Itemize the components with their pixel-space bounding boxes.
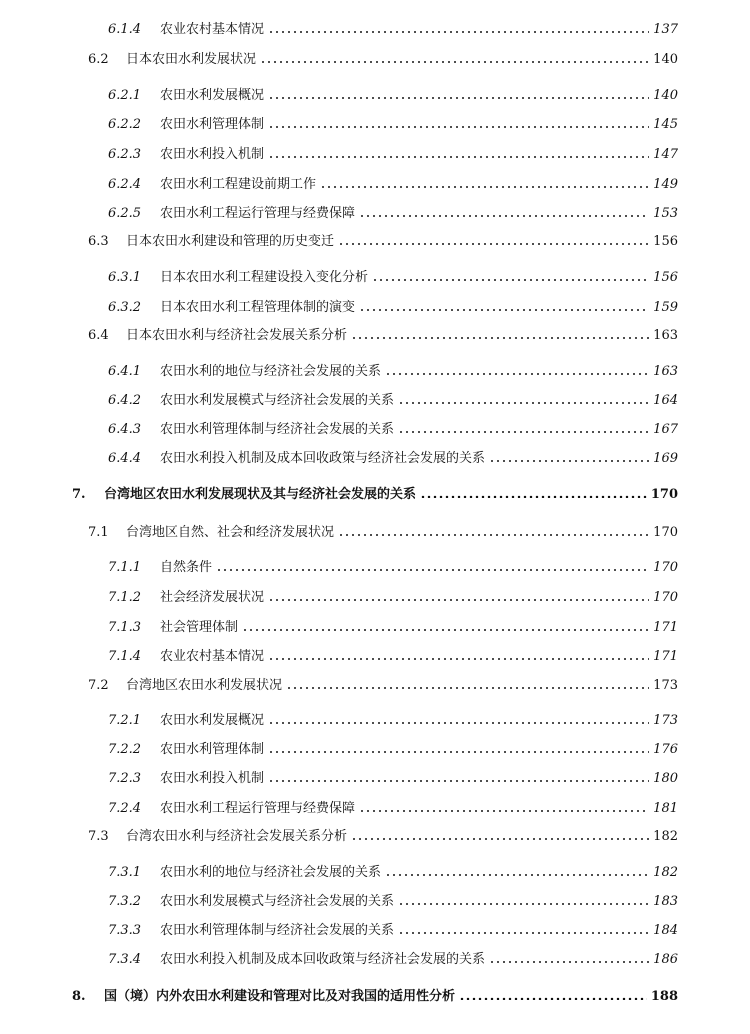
toc-entry-title: 台湾地区农田水利发展现状及其与经济社会发展的关系 — [104, 487, 417, 502]
toc-entry-title: 农田水利工程运行管理与经费保障 — [160, 801, 356, 816]
toc-entry-number: 8. — [72, 989, 86, 1004]
toc-entry-title: 农业农村基本情况 — [160, 22, 265, 37]
toc-entry-number: 7.1 — [88, 525, 109, 540]
dot-leader — [338, 524, 649, 536]
dot-leader — [268, 589, 649, 601]
toc-entry-page-number: 188 — [650, 989, 678, 1004]
toc-entry-number: 6.4.3 — [108, 422, 142, 437]
toc-subsection-entry[interactable] — [108, 709, 678, 728]
toc-subsection-entry[interactable] — [108, 738, 678, 757]
toc-entry-title: 农田水利管理体制与经济社会发展的关系 — [160, 422, 395, 437]
toc-subsection-entry[interactable] — [108, 797, 678, 816]
dot-leader — [459, 988, 647, 1000]
dot-leader — [320, 176, 649, 188]
toc-entry-number: 7.2.4 — [108, 801, 142, 816]
toc-entry-number: 7.3.3 — [108, 923, 142, 938]
toc-entry-title: 日本农田水利发展状况 — [126, 52, 257, 67]
toc-subsection-entry[interactable] — [108, 418, 678, 437]
toc-entry-page-number: 171 — [653, 620, 678, 635]
toc-entry-number: 6.3.1 — [108, 270, 142, 285]
toc-subsection-entry[interactable] — [108, 202, 678, 221]
toc-entry-page-number: 186 — [653, 952, 678, 967]
toc-entry-title: 日本农田水利与经济社会发展关系分析 — [126, 328, 348, 343]
toc-entry-title: 农田水利投入机制及成本回收政策与经济社会发展的关系 — [160, 952, 486, 967]
toc-entry-page-number: 167 — [653, 422, 678, 437]
toc-entry-number: 6.4.2 — [108, 393, 142, 408]
toc-entry-title: 农田水利发展概况 — [160, 713, 265, 728]
toc-entry-number: 7.2.1 — [108, 713, 142, 728]
toc-entry-title: 社会经济发展状况 — [160, 590, 265, 605]
toc-entry-page-number: 170 — [653, 590, 678, 605]
toc-chapter-entry[interactable] — [72, 985, 678, 1004]
toc-subsection-entry[interactable] — [108, 556, 678, 575]
toc-entry-page-number: 156 — [653, 270, 678, 285]
toc-entry-title: 农田水利管理体制与经济社会发展的关系 — [160, 923, 395, 938]
toc-entry-title: 国（境）内外农田水利建设和管理对比及对我国的适用性分析 — [104, 989, 456, 1004]
toc-subsection-entry[interactable] — [108, 919, 678, 938]
toc-entry-number: 6.4.1 — [108, 364, 142, 379]
dot-leader — [398, 392, 649, 404]
dot-leader — [286, 677, 649, 689]
toc-entry-title: 农田水利投入机制及成本回收政策与经济社会发展的关系 — [160, 451, 486, 466]
dot-leader — [359, 800, 649, 812]
toc-entry-number: 7.3.4 — [108, 952, 142, 967]
dot-leader — [268, 116, 649, 128]
toc-entry-title: 日本农田水利工程管理体制的演变 — [160, 300, 356, 315]
toc-entry-title: 日本农田水利建设和管理的历史变迁 — [126, 234, 335, 249]
dot-leader — [268, 741, 649, 753]
toc-entry-page-number: 173 — [653, 713, 678, 728]
toc-entry-page-number: 153 — [653, 206, 678, 221]
dot-leader — [359, 299, 649, 311]
toc-entry-page-number: 170 — [650, 487, 678, 502]
dot-leader — [385, 363, 649, 375]
toc-subsection-entry[interactable] — [108, 861, 678, 880]
toc-subsection-entry[interactable] — [108, 360, 678, 379]
toc-entry-page-number: 180 — [653, 771, 678, 786]
dot-leader — [268, 648, 649, 660]
dot-leader — [268, 712, 649, 724]
toc-entry-number: 6.2.5 — [108, 206, 142, 221]
toc-entry-page-number: 184 — [653, 923, 678, 938]
toc-subsection-entry[interactable] — [108, 767, 678, 786]
toc-entry-number: 7.3 — [88, 829, 109, 844]
toc-entry-page-number: 147 — [653, 147, 678, 162]
toc-entry-number: 7.2 — [88, 678, 109, 693]
dot-leader — [372, 269, 649, 281]
toc-entry-title: 农业农村基本情况 — [160, 649, 265, 664]
toc-entry-number: 7.1.2 — [108, 590, 142, 605]
toc-entry-page-number: 140 — [653, 52, 678, 67]
toc-chapter-entry[interactable] — [72, 483, 678, 502]
toc-subsection-entry[interactable] — [108, 948, 678, 967]
toc-entry-page-number: 140 — [653, 88, 678, 103]
dot-leader — [359, 205, 649, 217]
dot-leader — [420, 486, 647, 498]
toc-entry-number: 7.2.2 — [108, 742, 142, 757]
toc-entry-page-number: 159 — [653, 300, 678, 315]
toc-entry-title: 自然条件 — [160, 560, 213, 575]
toc-entry-title: 台湾地区农田水利发展状况 — [126, 678, 283, 693]
dot-leader — [385, 864, 649, 876]
toc-subsection-entry[interactable] — [108, 616, 678, 635]
toc-subsection-entry[interactable] — [108, 84, 678, 103]
toc-entry-title: 农田水利的地位与经济社会发展的关系 — [160, 364, 382, 379]
toc-entry-number: 6.3 — [88, 234, 109, 249]
toc-entry-page-number: 163 — [653, 364, 678, 379]
toc-entry-page-number: 170 — [653, 525, 678, 540]
toc-entry-page-number: 137 — [653, 22, 678, 37]
dot-leader — [216, 559, 649, 571]
toc-entry-number: 6.2 — [88, 52, 109, 67]
dot-leader — [268, 87, 649, 99]
dot-leader — [338, 233, 649, 245]
toc-subsection-entry[interactable] — [108, 890, 678, 909]
dot-leader — [398, 893, 649, 905]
toc-entry-page-number: 182 — [653, 829, 678, 844]
toc-section-entry[interactable] — [88, 230, 678, 249]
toc-entry-number: 7.1.3 — [108, 620, 142, 635]
toc-entry-number: 6.4.4 — [108, 451, 142, 466]
toc-entry-number: 6.2.3 — [108, 147, 142, 162]
toc-section-entry[interactable] — [88, 48, 678, 67]
toc-section-entry[interactable] — [88, 674, 678, 693]
toc-entry-page-number: 149 — [653, 177, 678, 192]
toc-entry-page-number: 173 — [653, 678, 678, 693]
dot-leader — [351, 828, 649, 840]
toc-subsection-entry[interactable] — [108, 389, 678, 408]
toc-entry-number: 6.2.1 — [108, 88, 142, 103]
toc-entry-number: 7. — [72, 487, 86, 502]
toc-entry-title: 社会管理体制 — [160, 620, 239, 635]
toc-entry-number: 6.4 — [88, 328, 109, 343]
toc-entry-page-number: 169 — [653, 451, 678, 466]
toc-entry-title: 农田水利工程运行管理与经费保障 — [160, 206, 356, 221]
toc-subsection-entry[interactable] — [108, 173, 678, 192]
dot-leader — [398, 922, 649, 934]
toc-entry-number: 6.3.2 — [108, 300, 142, 315]
toc-subsection-entry[interactable] — [108, 18, 678, 37]
toc-entry-number: 7.1.1 — [108, 560, 142, 575]
toc-entry-page-number: 164 — [653, 393, 678, 408]
dot-leader — [268, 21, 649, 33]
toc-entry-page-number: 181 — [653, 801, 678, 816]
toc-subsection-entry[interactable] — [108, 113, 678, 132]
toc-entry-title: 农田水利管理体制 — [160, 742, 265, 757]
toc-subsection-entry[interactable] — [108, 143, 678, 162]
dot-leader — [260, 51, 649, 63]
toc-section-entry[interactable] — [88, 825, 678, 844]
toc-entry-title: 农田水利发展模式与经济社会发展的关系 — [160, 393, 395, 408]
toc-entry-title: 台湾地区自然、社会和经济发展状况 — [126, 525, 335, 540]
toc-entry-number: 7.3.1 — [108, 865, 142, 880]
toc-entry-title: 日本农田水利工程建设投入变化分析 — [160, 270, 369, 285]
toc-entry-page-number: 156 — [653, 234, 678, 249]
toc-entry-title: 农田水利发展概况 — [160, 88, 265, 103]
dot-leader — [489, 450, 649, 462]
toc-subsection-entry[interactable] — [108, 296, 678, 315]
toc-entry-page-number: 170 — [653, 560, 678, 575]
toc-entry-title: 农田水利管理体制 — [160, 117, 265, 132]
toc-entry-page-number: 145 — [653, 117, 678, 132]
dot-leader — [268, 770, 649, 782]
toc-entry-page-number: 183 — [653, 894, 678, 909]
toc-section-entry[interactable] — [88, 324, 678, 343]
toc-entry-number: 7.1.4 — [108, 649, 142, 664]
toc-entry-page-number: 171 — [653, 649, 678, 664]
toc-entry-title: 台湾农田水利与经济社会发展关系分析 — [126, 829, 348, 844]
toc-entry-page-number: 176 — [653, 742, 678, 757]
toc-entry-number: 6.2.4 — [108, 177, 142, 192]
toc-entry-title: 农田水利工程建设前期工作 — [160, 177, 317, 192]
toc-entry-page-number: 182 — [653, 865, 678, 880]
dot-leader — [398, 421, 649, 433]
toc-entry-title: 农田水利的地位与经济社会发展的关系 — [160, 865, 382, 880]
toc-section-entry[interactable] — [88, 521, 678, 540]
dot-leader — [268, 146, 649, 158]
toc-subsection-entry[interactable] — [108, 586, 678, 605]
toc-entry-number: 7.2.3 — [108, 771, 142, 786]
dot-leader — [351, 327, 649, 339]
toc-entry-title: 农田水利发展模式与经济社会发展的关系 — [160, 894, 395, 909]
toc-entry-number: 7.3.2 — [108, 894, 142, 909]
toc-subsection-entry[interactable] — [108, 266, 678, 285]
toc-entry-number: 6.2.2 — [108, 117, 142, 132]
toc-entry-page-number: 163 — [653, 328, 678, 343]
toc-entry-number: 6.1.4 — [108, 22, 142, 37]
dot-leader — [489, 951, 649, 963]
toc-subsection-entry[interactable] — [108, 447, 678, 466]
dot-leader — [242, 619, 649, 631]
toc-entry-title: 农田水利投入机制 — [160, 771, 265, 786]
toc-entry-title: 农田水利投入机制 — [160, 147, 265, 162]
toc-subsection-entry[interactable] — [108, 645, 678, 664]
